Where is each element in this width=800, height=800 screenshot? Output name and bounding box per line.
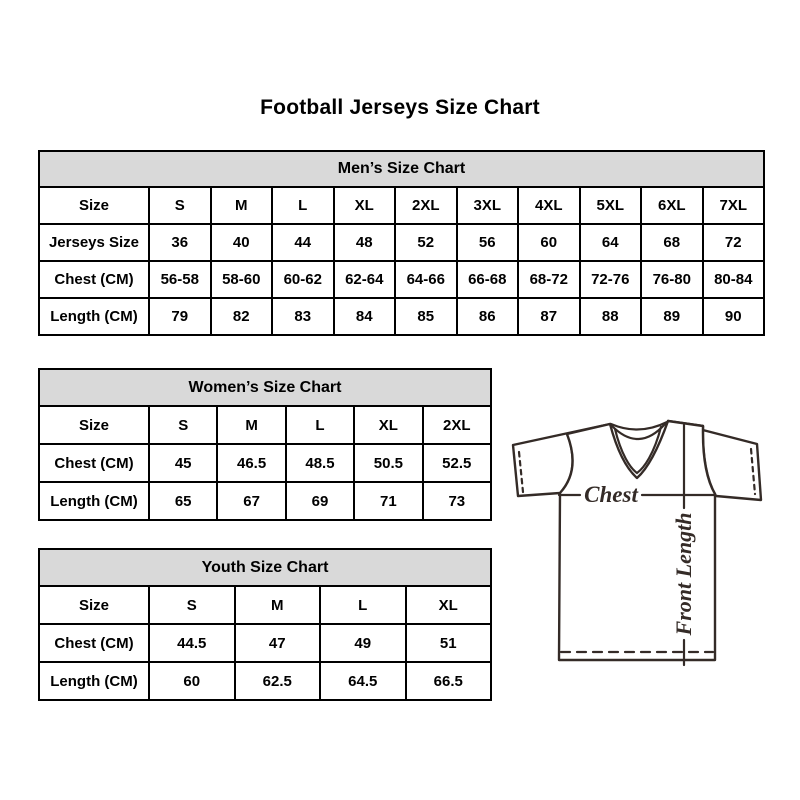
table-cell: XL xyxy=(354,406,422,444)
row-label: Chest (CM) xyxy=(39,444,149,482)
mens-size-table xyxy=(38,150,765,336)
table-cell: 48 xyxy=(334,224,396,261)
row-label: Size xyxy=(39,586,149,624)
mens-table-title: Men’s Size Chart xyxy=(39,151,764,187)
row-label: Chest (CM) xyxy=(39,261,149,298)
table-cell: 56-58 xyxy=(149,261,211,298)
table-cell: 69 xyxy=(286,482,354,520)
table-row xyxy=(39,261,764,298)
row-label: Length (CM) xyxy=(39,298,149,335)
table-cell: 67 xyxy=(217,482,285,520)
table-cell: 62.5 xyxy=(235,662,321,700)
table-cell: 52.5 xyxy=(423,444,491,482)
table-cell: S xyxy=(149,406,217,444)
youth-table-title: Youth Size Chart xyxy=(39,549,491,586)
table-row xyxy=(39,298,764,335)
table-cell: 50.5 xyxy=(354,444,422,482)
page-title: Football Jerseys Size Chart xyxy=(260,96,540,119)
table-cell: XL xyxy=(334,187,396,224)
youth-size-table xyxy=(38,548,492,701)
table-cell: 60 xyxy=(149,662,235,700)
table-cell: M xyxy=(211,187,273,224)
table-cell: 44.5 xyxy=(149,624,235,662)
table-cell: 71 xyxy=(354,482,422,520)
table-cell: S xyxy=(149,586,235,624)
jersey-measurement-diagram xyxy=(505,412,775,674)
table-title-row xyxy=(39,369,491,406)
table-cell: 82 xyxy=(211,298,273,335)
table-cell: 72 xyxy=(703,224,765,261)
table-cell: 86 xyxy=(457,298,519,335)
table-cell: 51 xyxy=(406,624,492,662)
table-title-row xyxy=(39,151,764,187)
row-label: Chest (CM) xyxy=(39,624,149,662)
table-cell: 49 xyxy=(320,624,406,662)
table-cell: 62-64 xyxy=(334,261,396,298)
table-cell: 40 xyxy=(211,224,273,261)
table-cell: 44 xyxy=(272,224,334,261)
chest-measure-label: Chest xyxy=(584,482,638,507)
table-cell: 5XL xyxy=(580,187,642,224)
table-cell: 2XL xyxy=(395,187,457,224)
table-row xyxy=(39,444,491,482)
table-cell: 7XL xyxy=(703,187,765,224)
row-label: Size xyxy=(39,406,149,444)
womens-table-title: Women’s Size Chart xyxy=(39,369,491,406)
table-cell: L xyxy=(286,406,354,444)
table-cell: 45 xyxy=(149,444,217,482)
table-cell: 73 xyxy=(423,482,491,520)
table-cell: 58-60 xyxy=(211,261,273,298)
table-cell: M xyxy=(235,586,321,624)
table-row xyxy=(39,586,491,624)
row-label: Length (CM) xyxy=(39,662,149,700)
table-cell: 84 xyxy=(334,298,396,335)
front-length-measure-label: Front Length xyxy=(671,512,696,636)
table-cell: 64 xyxy=(580,224,642,261)
table-cell: 90 xyxy=(703,298,765,335)
table-title-row xyxy=(39,549,491,586)
table-row xyxy=(39,662,491,700)
table-cell: 65 xyxy=(149,482,217,520)
table-cell: 48.5 xyxy=(286,444,354,482)
table-cell: 80-84 xyxy=(703,261,765,298)
table-row xyxy=(39,224,764,261)
table-cell: 85 xyxy=(395,298,457,335)
table-cell: 89 xyxy=(641,298,703,335)
table-cell: 52 xyxy=(395,224,457,261)
table-row xyxy=(39,187,764,224)
table-cell: 4XL xyxy=(518,187,580,224)
table-cell: 6XL xyxy=(641,187,703,224)
table-cell: 68-72 xyxy=(518,261,580,298)
table-cell: 79 xyxy=(149,298,211,335)
table-cell: 2XL xyxy=(423,406,491,444)
table-cell: 64-66 xyxy=(395,261,457,298)
table-cell: 68 xyxy=(641,224,703,261)
table-cell: L xyxy=(320,586,406,624)
table-cell: 60-62 xyxy=(272,261,334,298)
womens-size-table xyxy=(38,368,492,521)
table-row xyxy=(39,482,491,520)
table-cell: 66-68 xyxy=(457,261,519,298)
table-cell: 56 xyxy=(457,224,519,261)
table-cell: 66.5 xyxy=(406,662,492,700)
table-cell: 87 xyxy=(518,298,580,335)
table-cell: 76-80 xyxy=(641,261,703,298)
table-cell: 64.5 xyxy=(320,662,406,700)
table-cell: M xyxy=(217,406,285,444)
table-cell: 36 xyxy=(149,224,211,261)
table-cell: XL xyxy=(406,586,492,624)
table-row xyxy=(39,624,491,662)
row-label: Jerseys Size xyxy=(39,224,149,261)
table-cell: L xyxy=(272,187,334,224)
table-cell: 47 xyxy=(235,624,321,662)
table-cell: 3XL xyxy=(457,187,519,224)
table-cell: 46.5 xyxy=(217,444,285,482)
table-row xyxy=(39,406,491,444)
table-cell: 72-76 xyxy=(580,261,642,298)
row-label: Size xyxy=(39,187,149,224)
jersey-collar-icon xyxy=(611,422,667,430)
row-label: Length (CM) xyxy=(39,482,149,520)
table-cell: S xyxy=(149,187,211,224)
table-cell: 88 xyxy=(580,298,642,335)
table-cell: 60 xyxy=(518,224,580,261)
table-cell: 83 xyxy=(272,298,334,335)
